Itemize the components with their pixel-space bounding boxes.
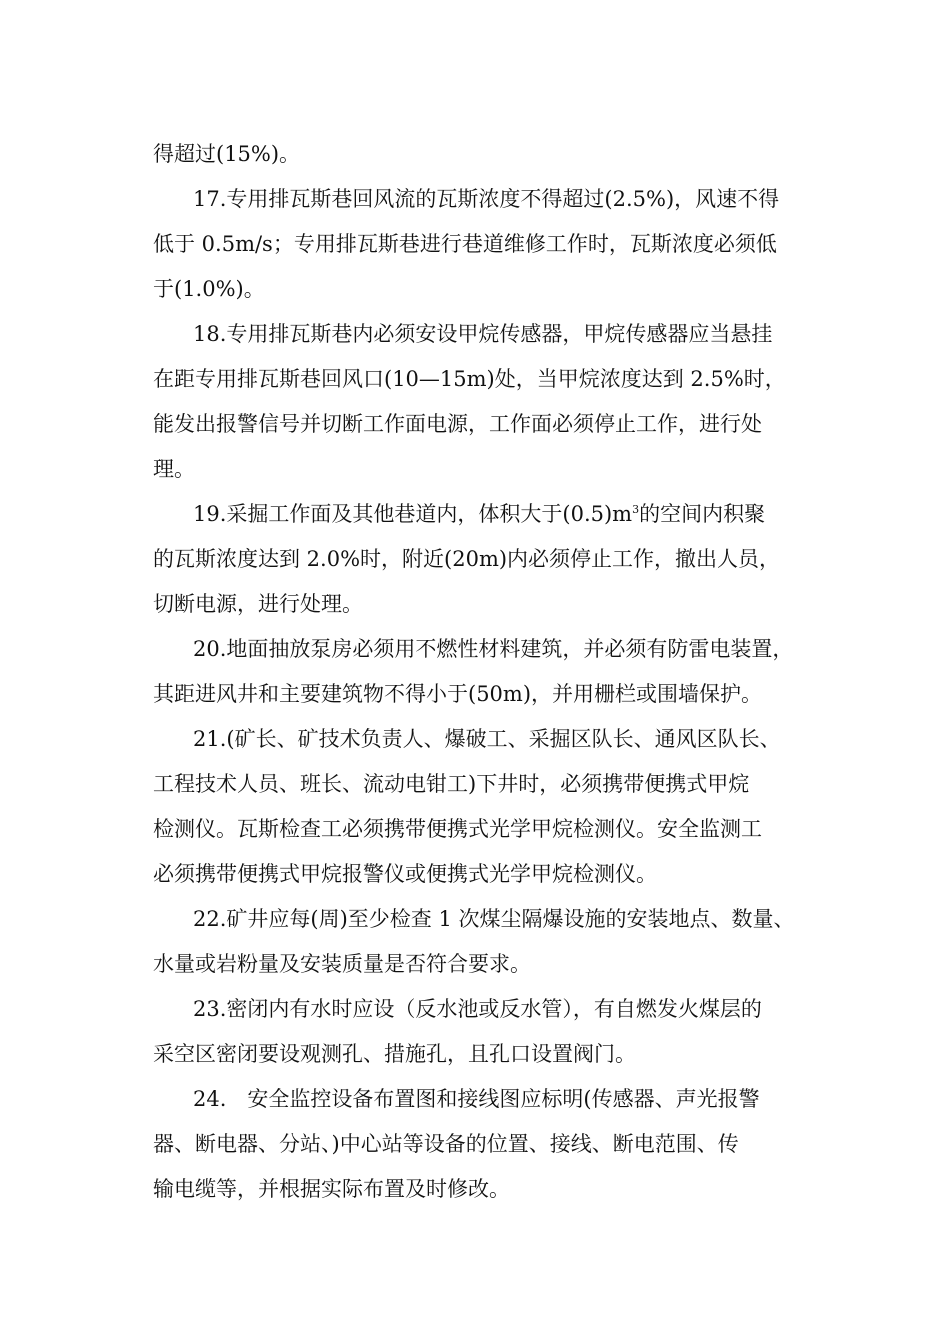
- cubic-superscript: 3: [632, 503, 640, 516]
- item-19-text-a: 19.采掘工作面及其他巷道内，体积大于(0.5)m: [193, 502, 633, 526]
- item-17-line-3: 于(1.0%)。: [153, 277, 265, 301]
- item-21-line-1: 21.(矿长、矿技术负责人、爆破工、采掘区队长、通风区队长、: [193, 727, 781, 751]
- item-18-line-2: 在距专用排瓦斯巷回风口(10—15m)处，当甲烷浓度达到 2.5%时，: [153, 367, 786, 391]
- item-18-line-3: 能发出报警信号并切断工作面电源，工作面必须停止工作，进行处: [153, 412, 762, 436]
- item-18-line-4: 理。: [153, 457, 195, 481]
- item-18-line-1: 18.专用排瓦斯巷内必须安设甲烷传感器，甲烷传感器应当悬挂: [193, 322, 773, 346]
- item-21-line-4: 必须携带便携式甲烷报警仪或便携式光学甲烷检测仪。: [153, 862, 657, 886]
- item-24-line-3: 输电缆等，并根据实际布置及时修改。: [153, 1177, 510, 1201]
- item-21-line-3: 检测仪。瓦斯检查工必须携带便携式光学甲烷检测仪。安全监测工: [153, 817, 762, 841]
- item-19-line-1: [153, 492, 833, 537]
- item-19-line-2: 的瓦斯浓度达到 2.0%时，附近(20m)内必须停止工作，撤出人员，: [153, 547, 781, 571]
- item-24-line-2: 器、断电器、分站、)中心站等设备的位置、接线、断电范围、传: [153, 1132, 739, 1156]
- item-17-line-1: 17.专用排瓦斯巷回风流的瓦斯浓度不得超过(2.5%)，风速不得: [193, 187, 780, 211]
- item-19-text-b: 的空间内积聚: [639, 502, 766, 526]
- item-19-line-3: 切断电源，进行处理。: [153, 592, 363, 616]
- item-22-line-2: 水量或岩粉量及安装质量是否符合要求。: [153, 952, 531, 976]
- item-22-line-1: 22.矿井应每(周)至少检查 1 次煤尘隔爆设施的安装地点、数量、: [193, 907, 795, 931]
- item-20-line-1: 20.地面抽放泵房必须用不燃性材料建筑，并必须有防雷电装置，: [193, 637, 794, 661]
- text-line: 得超过(15%)。: [153, 142, 301, 166]
- document-body: [153, 132, 833, 1212]
- item-17-line-2: 低于 0.5m/s；专用排瓦斯巷进行巷道维修工作时，瓦斯浓度必须低: [153, 232, 777, 256]
- item-23-line-2: 采空区密闭要设观测孔、措施孔，且孔口设置阀门。: [153, 1042, 636, 1066]
- item-23-line-1: 23.密闭内有水时应设（反水池或反水管），有自燃发火煤层的: [193, 997, 762, 1021]
- item-24-line-1: 24. 安全监控设备布置图和接线图应标明(传感器、声光报警: [193, 1087, 760, 1111]
- item-20-line-2: 其距进风井和主要建筑物不得小于(50m)，并用栅栏或围墙保护。: [153, 682, 763, 706]
- item-21-line-2: 工程技术人员、班长、流动电钳工)下井时，必须携带便携式甲烷: [153, 772, 750, 796]
